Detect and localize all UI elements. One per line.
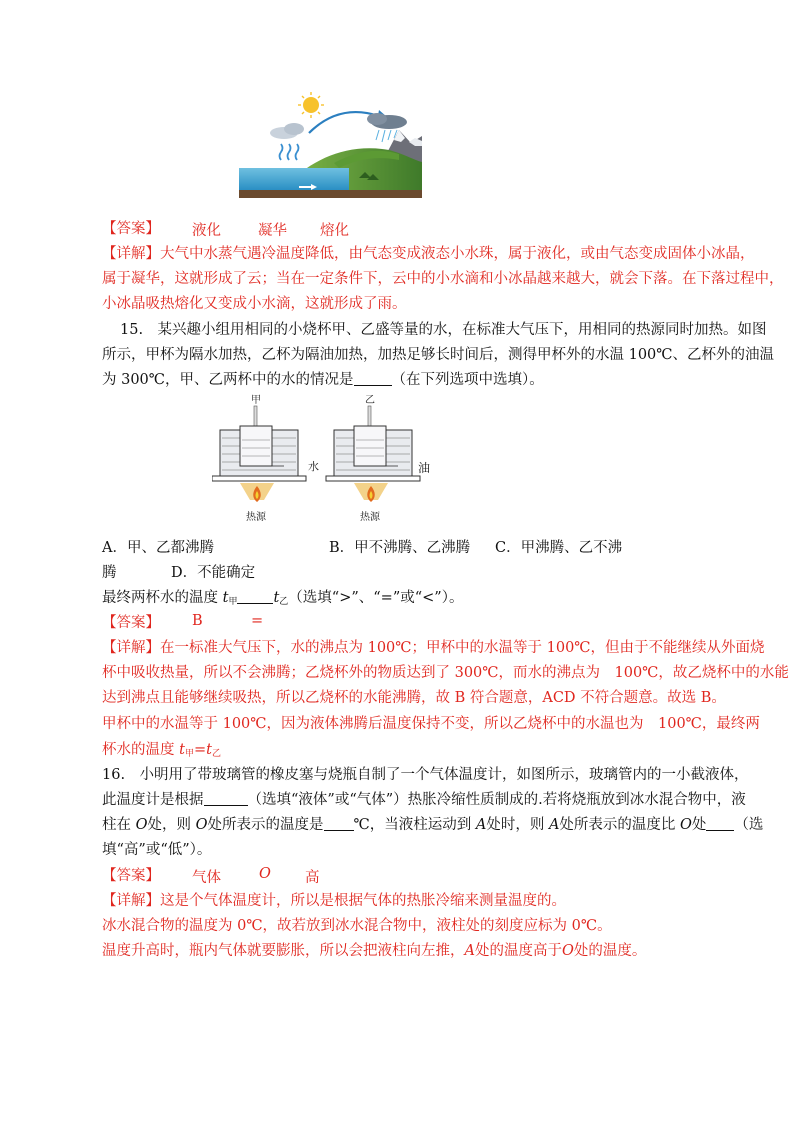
- q16-detail-line-2: 冰水混合物的温度为 0℃，故若放到冰水混合物中，液柱处的刻度应标为 0℃。: [102, 918, 612, 934]
- q15-option-d: D．不能确定: [171, 565, 256, 581]
- right-heat-label: 热源: [360, 512, 380, 523]
- q16-stem-line-4: 填“高”或“低”）。: [102, 842, 212, 858]
- water-cycle-image: [239, 88, 422, 198]
- symbol-O-3: O: [680, 817, 692, 833]
- q14-answer-line: [102, 219, 160, 239]
- q15-blank-2[interactable]: [237, 589, 273, 604]
- symbol-A-3: A: [464, 943, 475, 959]
- left-setup: [212, 394, 319, 523]
- q16-blank-2[interactable]: [324, 816, 354, 831]
- t-sub-1: 甲: [228, 597, 238, 607]
- t-sub-2: 乙: [279, 597, 289, 607]
- q15-temp-prefix: 最终两杯水的温度: [102, 590, 218, 606]
- q15-stem-line-2: 所示，甲杯为隔水加热，乙杯为隔油加热，加热足够长时间后，测得甲杯外的水温 100℃、乙杯外的油温: [102, 347, 775, 363]
- q15-detail-text-1: 在一标准大气压下，水的沸点为 100℃；甲杯中的水温等于 100℃，但由于不能继续从外面烧: [160, 640, 765, 656]
- beaker-diagram: [212, 390, 422, 530]
- q16-detail-line-3: [102, 941, 646, 961]
- t-sub-3: 甲: [184, 749, 194, 759]
- t-sub-4: 乙: [211, 749, 221, 759]
- q16-answer-3: 高: [305, 870, 320, 886]
- q15-answer-line: [102, 613, 160, 633]
- oil-label: 油: [418, 461, 431, 475]
- q15-detail-line-5: [102, 740, 221, 764]
- q16-answer-1: 气体: [192, 870, 221, 886]
- q16-text-3h: （选: [734, 817, 764, 833]
- q15-detail-line-4: 甲杯中的水温等于 100℃，因为液体沸腾后温度保持不变，所以乙烧杯中的水温也为 100℃，最终两: [102, 716, 760, 732]
- left-heat-label: 热源: [246, 512, 266, 523]
- q14-detail-line-1: [102, 244, 755, 264]
- right-setup: [326, 394, 420, 523]
- t-symbol-3: t: [179, 742, 185, 758]
- q14-detail-line-3: 小冰晶吸热熔化又变成小水滴，这就形成了雨。: [102, 296, 407, 312]
- answer-tag: 【答案】: [102, 868, 160, 884]
- symbol-O: O: [135, 817, 148, 833]
- q16-answer-line: [102, 866, 160, 886]
- q15-stem-line-1: 15. 某兴趣小组用相同的小烧杯甲、乙盛等量的水，在标准大气压下，用相同的热源同时加热。如图: [120, 322, 767, 338]
- q16-text-3e: 处时，则: [486, 817, 545, 833]
- q16-detail-text-3: 温度升高时，瓶内气体就要膨胀，所以会把液柱向左推，: [102, 943, 465, 959]
- symbol-O-2: O: [195, 817, 208, 833]
- eq-sign: =: [193, 742, 207, 758]
- right-beaker-label: 乙: [365, 395, 375, 406]
- q15-blank-1[interactable]: [354, 371, 392, 386]
- detail-tag: 【详解】: [102, 640, 160, 656]
- q16-text-3g: 处: [691, 817, 707, 833]
- q15-beaker-figure: [212, 390, 422, 530]
- q15-stem-text-3a: 为 300℃，甲、乙两杯中的水的情况是: [102, 372, 354, 388]
- q14-answer-2: 凝华: [258, 223, 287, 239]
- q15-temp-line: [102, 588, 463, 612]
- water-cycle-illustration: [239, 88, 422, 198]
- detail-tag: 【详解】: [102, 893, 160, 909]
- detail-tag: 【详解】: [102, 246, 160, 262]
- q16-text-2b: （选填“液体”或“气体”）热胀冷缩性质制成的.若将烧瓶放到冰水混合物中，液: [247, 792, 746, 808]
- q14-answer-1: 液化: [192, 223, 221, 239]
- q15-option-c: C．甲沸腾、乙不沸: [495, 540, 623, 556]
- q16-blank-3[interactable]: [706, 816, 734, 831]
- q16-text-3b: 处，则: [147, 817, 191, 833]
- t-symbol-4: t: [206, 742, 212, 758]
- q16-stem-line-3: [102, 815, 763, 835]
- symbol-O-4: O: [561, 943, 574, 959]
- q15-answer-1: B: [192, 613, 203, 629]
- q15-stem-line-3: [102, 370, 544, 390]
- symbol-A: A: [475, 817, 487, 833]
- q15-stem-text-3b: （在下列选项中选填）。: [391, 372, 544, 388]
- answer-tag: 【答案】: [102, 221, 160, 237]
- q16-detail-text-4: 处的温度高于: [474, 943, 562, 959]
- left-beaker-label: 甲: [251, 395, 261, 406]
- q16-stem-line-2: [102, 790, 746, 810]
- symbol-A-2: A: [548, 817, 560, 833]
- q16-text-2a: 此温度计是根据: [102, 792, 204, 808]
- q15-detail-line-3: 达到沸点且能够继续吸热，所以乙烧杯的水能沸腾，故 B 符合题意，ACD 不符合题意。故选 B。: [102, 690, 726, 706]
- q16-text-3a: 柱在: [102, 817, 131, 833]
- q16-detail-line-1: [102, 891, 566, 911]
- q16-text-3d: ℃，当液柱运动到: [353, 817, 472, 833]
- water-label: 水: [308, 460, 319, 473]
- q15-detail-text-5: 杯水的温度: [102, 742, 175, 758]
- q15-option-a: A．甲、乙都沸腾: [102, 540, 214, 556]
- answer-tag: 【答案】: [102, 615, 160, 631]
- q16-detail-text-5: 处的温度。: [573, 943, 647, 959]
- q16-detail-text-1: 这是个气体温度计，所以是根据气体的热胀冷缩来测量温度的。: [160, 893, 566, 909]
- q15-option-b: B．甲不沸腾、乙沸腾: [329, 540, 471, 556]
- q14-answer-3: 熔化: [320, 223, 349, 239]
- q14-detail-line-2: 属于凝华，这就形成了云；当在一定条件下，云中的小水滴和小冰晶越来越大，就会下落。在下落过程中，: [102, 271, 784, 287]
- q15-temp-suffix: （选填“>”、“=”或“<”）。: [288, 590, 464, 606]
- q16-blank-1[interactable]: [204, 791, 248, 806]
- q15-detail-line-1: [102, 638, 765, 658]
- q16-answer-2: O: [259, 866, 271, 882]
- q15-detail-line-2: 杯中吸收热量，所以不会沸腾；乙烧杯外的物质达到了 300℃，而水的沸点为 100℃，故乙烧杯中的水能: [102, 665, 789, 681]
- q15-option-c-cont: 腾: [102, 565, 117, 581]
- q16-text-3c: 处所表示的温度是: [207, 817, 324, 833]
- t-symbol-2: t: [273, 590, 280, 606]
- q14-detail-text-1: 大气中水蒸气遇冷温度降低，由气态变成液态小水珠，属于液化，或由气态变成固体小冰晶，: [160, 246, 755, 262]
- q15-answer-2: =: [251, 613, 264, 629]
- t-symbol: t: [222, 590, 229, 606]
- q16-stem-line-1: 16. 小明用了带玻璃管的橡皮塞与烧瓶自制了一个气体温度计，如图所示，玻璃管内的一小截液体，: [102, 767, 749, 783]
- q16-text-3f: 处所表示的温度比: [559, 817, 676, 833]
